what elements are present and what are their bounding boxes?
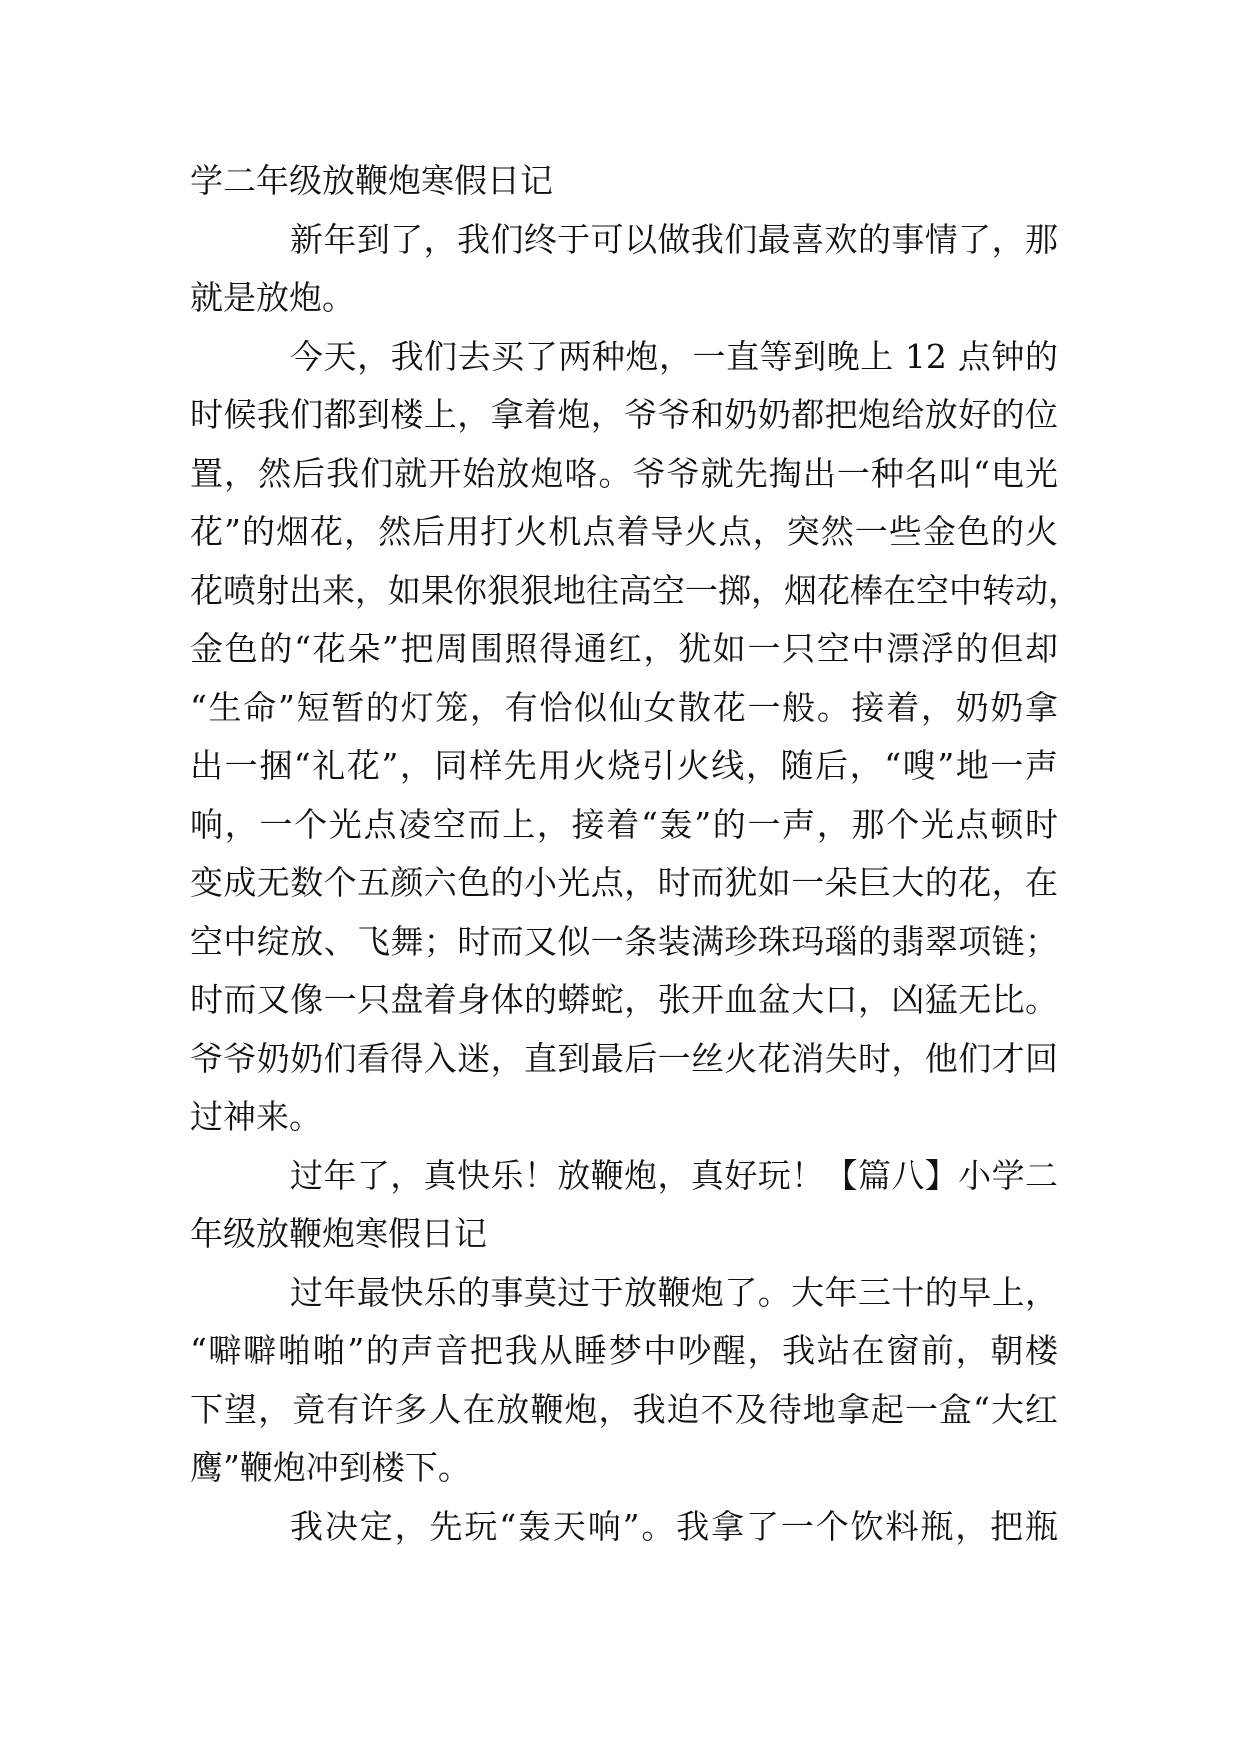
text-line: 爷爷奶奶们看得入迷，直到最后一丝火花消失时，他们才回	[190, 1038, 1058, 1078]
text-line: 金色的“花朵”把周围照得通红，犹如一只空中漂浮的但却	[190, 629, 1058, 668]
text-line: 年级放鞭炮寒假日记	[190, 1214, 487, 1253]
text-line: 花喷射出来，如果你狠狠地往高空一掷，烟花棒在空中转动，	[190, 570, 1081, 610]
text-line: “噼噼啪啪”的声音把我从睡梦中吵醒，我站在窗前，朝楼	[190, 1331, 1058, 1370]
text-line: 空中绽放、飞舞；时而又似一条装满珍珠玛瑙的翡翠项链；	[190, 921, 1058, 961]
text-line: 时候我们都到楼上，拿着炮，爷爷和奶奶都把炮给放好的位	[190, 395, 1058, 434]
text-line: 学二年级放鞭炮寒假日记	[190, 161, 553, 200]
text-line: 出一捆“礼花”，同样先用火烧引火线，随后，“嗖”地一声	[190, 746, 1058, 785]
text-line: 新年到了，我们终于可以做我们最喜欢的事情了，那	[290, 219, 1058, 259]
text-line: 花”的烟花，然后用打火机点着导火点，突然一些金色的火	[190, 512, 1058, 551]
text-line: 过神来。	[190, 1097, 322, 1136]
text-line: 响，一个光点凌空而上，接着“轰”的一声，那个光点顿时	[190, 804, 1058, 844]
text-line: 过年了，真快乐！放鞭炮，真好玩！【篇八】小学二	[290, 1155, 1058, 1195]
text-line: 我决定，先玩“轰天响”。我拿了一个饮料瓶，把瓶	[290, 1506, 1058, 1546]
text-line: 时而又像一只盘着身体的蟒蛇，张开血盆大口，凶猛无比。	[190, 980, 1058, 1019]
text-line: 过年最快乐的事莫过于放鞭炮了。大年三十的早上，	[290, 1272, 1058, 1312]
text-line: 下望，竟有许多人在放鞭炮，我迫不及待地拿起一盒“大红	[190, 1389, 1058, 1429]
text-line: 鹰”鞭炮冲到楼下。	[190, 1448, 471, 1487]
text-line: 置，然后我们就开始放炮咯。爷爷就先掏出一种名叫“电光	[190, 453, 1058, 493]
text-line: 变成无数个五颜六色的小光点，时而犹如一朵巨大的花，在	[190, 863, 1058, 902]
text-line: 今天，我们去买了两种炮，一直等到晚上 12 点钟的	[290, 336, 1058, 376]
text-line: “生命”短暂的灯笼，有恰似仙女散花一般。接着，奶奶拿	[190, 687, 1058, 727]
document-body	[190, 152, 1081, 1556]
text-line: 就是放炮。	[190, 278, 355, 317]
